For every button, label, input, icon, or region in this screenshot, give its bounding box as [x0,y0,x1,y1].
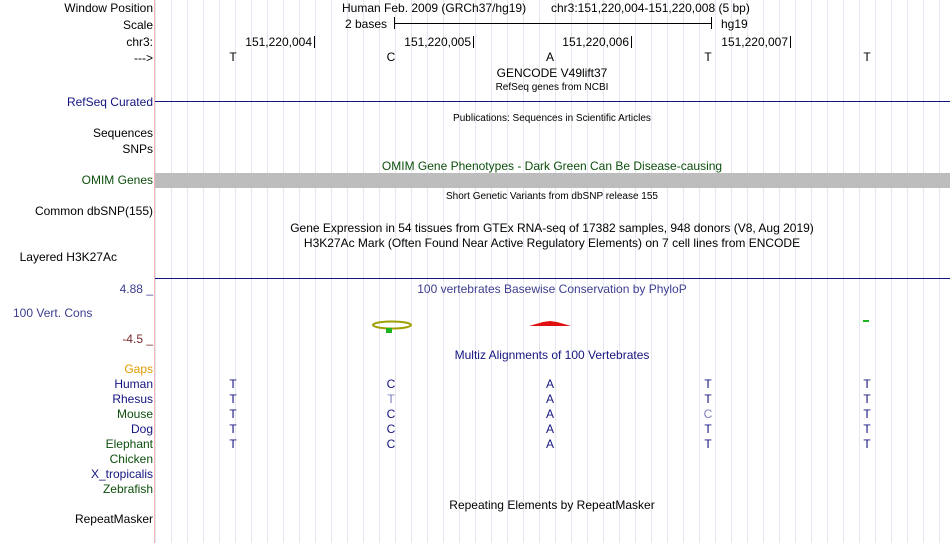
grid-line [747,0,748,543]
grid-line [443,0,444,543]
grid-line [411,0,412,543]
conservation-plot [155,310,950,340]
grid-line [315,0,316,543]
grid-line [923,0,924,543]
scale-text: 2 bases [345,17,388,31]
grid-line [171,0,172,543]
position-readout: chr3:151,220,004-151,220,008 (5 bp) [551,1,750,15]
aligned-base: T [863,407,871,421]
grid-line [843,0,844,543]
window-position-label: Window Position [64,1,153,15]
omim-title: OMIM Gene Phenotypes - Dark Green Can Be Disease-causing [381,159,723,173]
multiz-title: Multiz Alignments of 100 Vertebrates [454,348,650,362]
grid-line [715,0,716,543]
aligned-base: A [545,407,555,421]
chrom-label: chr3: [126,35,153,49]
aligned-base: T [863,437,871,451]
species-label[interactable]: Elephant [105,437,153,451]
aligned-base: T [863,392,871,406]
grid-line [619,0,620,543]
aligned-base: T [229,437,237,451]
assembly-title: Human Feb. 2009 (GRCh37/hg19) [342,1,527,15]
sequences-label[interactable]: Sequences [92,126,153,140]
grid-line [395,0,396,543]
gencode-title[interactable]: GENCODE V49lift37 [496,66,608,80]
coordinate-label: 151,220,005 [404,35,471,49]
refseq-description: RefSeq genes from NCBI [495,82,609,93]
aligned-base: T [387,392,395,406]
coordinate-tick [790,36,791,48]
db-label: hg19 [721,17,748,31]
grid-line [491,0,492,543]
aligned-base: T [229,407,237,421]
dbsnp-label[interactable]: Common dbSNP(155) [34,204,153,218]
aligned-base: A [545,377,555,391]
grid-line [283,0,284,543]
grid-line [907,0,908,543]
grid-line [155,0,156,543]
cons-max-label: 4.88 _ [119,282,153,296]
conservation-signal-a [529,321,571,326]
coordinate-label: 151,220,004 [245,35,312,49]
grid-line [219,0,220,543]
grid-line [427,0,428,543]
dbsnp-title: Short Genetic Variants from dbSNP release 155 [446,191,658,202]
aligned-base: T [229,392,237,406]
grid-line [459,0,460,543]
aligned-base: T [704,377,712,391]
aligned-base: A [545,422,555,436]
grid-line [363,0,364,543]
coordinate-tick [631,36,632,48]
repeatmasker-title: Repeating Elements by RepeatMasker [449,498,655,512]
grid-line [667,0,668,543]
grid-line [651,0,652,543]
conservation-signal-c [373,322,411,329]
coordinate-label: 151,220,007 [721,35,788,49]
cons-min-label: -4.5 _ [122,332,153,346]
aligned-base: C [386,422,396,436]
gtex-title: Gene Expression in 54 tissues from GTEx RNA-seq of 17382 samples, 948 donors (V8, Aug 2019) [290,221,814,235]
grid-line [203,0,204,543]
grid-line [891,0,892,543]
species-label[interactable]: Rhesus [112,392,153,406]
gaps-label[interactable]: Gaps [124,362,153,376]
aligned-base: A [545,437,555,451]
aligned-base: T [704,437,712,451]
grid-line [699,0,700,543]
species-label[interactable]: Chicken [109,452,153,466]
h3k27ac-track-line [155,278,950,279]
cons-label[interactable]: 100 Vert. Cons [13,306,93,320]
grid-line [251,0,252,543]
reference-base: T [704,50,712,64]
aligned-base: A [545,392,555,406]
grid-line [731,0,732,543]
coordinate-tick [473,36,474,48]
species-label[interactable]: Human [114,377,153,391]
aligned-base: C [386,437,396,451]
scale-bar [394,23,711,24]
species-label[interactable]: Zebrafish [102,482,153,496]
grid-line [235,0,236,543]
aligned-base: T [229,377,237,391]
grid-line [827,0,828,543]
species-label[interactable]: X_tropicalis [90,467,153,481]
grid-line [939,0,940,543]
grid-line [811,0,812,543]
h3k27ac-title: H3K27Ac Mark (Often Found Near Active Regulatory Elements) on 7 cell lines from ENCODE [303,236,801,250]
h3k27ac-label[interactable]: Layered H3K27Ac [19,250,117,264]
grid-line [763,0,764,543]
reference-base: C [386,50,396,64]
aligned-base: C [386,377,396,391]
refseq-curated-label[interactable]: RefSeq Curated [66,95,153,109]
grid-line [635,0,636,543]
omim-gene-bar[interactable] [155,173,950,188]
aligned-base: T [863,377,871,391]
repeatmasker-label[interactable]: RepeatMasker [74,512,153,526]
reference-base: T [229,50,237,64]
species-label[interactable]: Dog [130,422,153,436]
grid-line [299,0,300,543]
conservation-marker-c [386,328,392,333]
grid-line [859,0,860,543]
reference-base: A [545,50,555,64]
grid-line [875,0,876,543]
snps-label[interactable]: SNPs [122,142,153,156]
phylop-title: 100 vertebrates Basewise Conservation by PhyloP [417,282,687,296]
strand-label: ---> [134,51,153,65]
grid-line [475,0,476,543]
grid-line [683,0,684,543]
scale-label: Scale [122,18,153,32]
conservation-marker-t [863,320,869,322]
aligned-base: C [703,407,713,421]
aligned-base: T [704,422,712,436]
publications-title: Publications: Sequences in Scientific Articles [453,113,651,124]
grid-line [779,0,780,543]
species-label[interactable]: Mouse [116,407,153,421]
grid-line [331,0,332,543]
aligned-base: T [704,392,712,406]
coordinate-tick [314,36,315,48]
refseq-track-line[interactable] [155,101,950,102]
reference-base: T [863,50,871,64]
grid-line [347,0,348,543]
label-column-divider [154,0,155,543]
grid-line [795,0,796,543]
coordinate-label: 151,220,006 [562,35,629,49]
scale-bar-right-tick [711,17,712,29]
grid-line [187,0,188,543]
omim-genes-label[interactable]: OMIM Genes [81,173,153,187]
grid-line [267,0,268,543]
aligned-base: T [863,422,871,436]
aligned-base: T [229,422,237,436]
aligned-base: C [386,407,396,421]
grid-line [379,0,380,543]
